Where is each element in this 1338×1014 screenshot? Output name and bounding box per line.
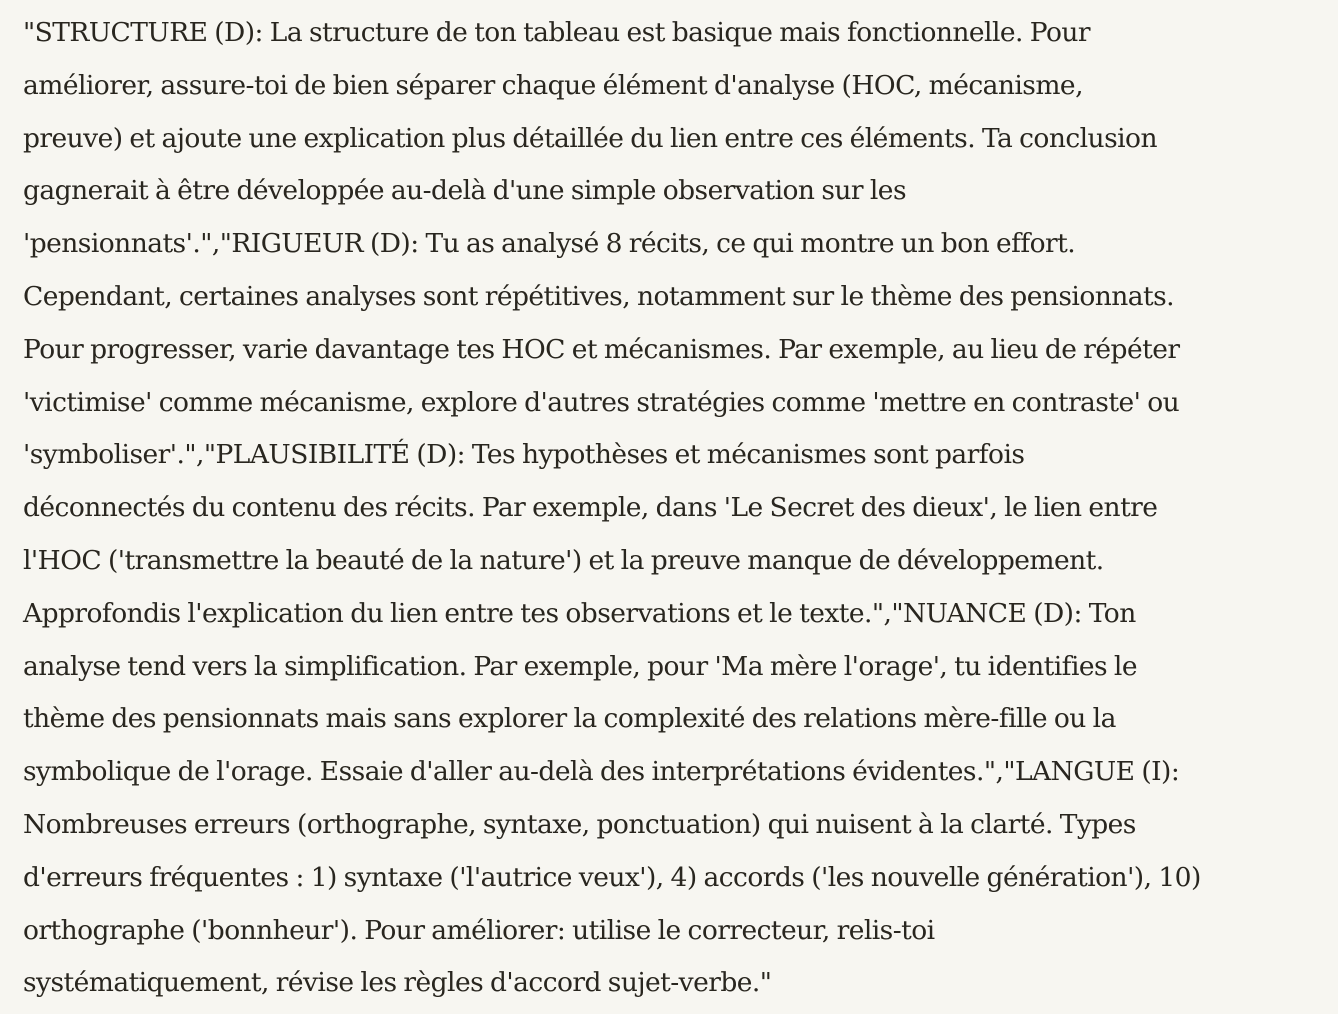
feedback-line: 'victimise' comme mécanisme, explore d'autres stratégies comme 'mettre en contraste' ou [23,386,1180,418]
feedback-line: thème des pensionnats mais sans explorer la complexité des relations mère-fille ou la [23,703,1116,735]
feedback-line: orthographe ('bonnheur'). Pour améliorer: utilise le correcteur, relis-toi [23,914,935,946]
feedback-line: symbolique de l'orage. Essaie d'aller au-delà des interprétations évidentes.","LANGUE (I): [23,756,1180,788]
feedback-line: déconnectés du contenu des récits. Par exemple, dans 'Le Secret des dieux', le lien entre [23,492,1158,524]
feedback-line: 'pensionnats'.","RIGUEUR (D): Tu as analysé 8 récits, ce qui montre un bon effort. [23,228,1076,260]
feedback-line: 'symboliser'.","PLAUSIBILITÉ (D): Tes hypothèses et mécanismes sont parfois [23,439,1025,471]
feedback-line: Nombreuses erreurs (orthographe, syntaxe, ponctuation) qui nuisent à la clarté. Types [23,808,1136,840]
feedback-line: Cependant, certaines analyses sont répétitives, notamment sur le thème des pensionnats. [23,280,1175,312]
feedback-line: Pour progresser, varie davantage tes HOC et mécanismes. Par exemple, au lieu de répéter [23,333,1180,365]
feedback-line: l'HOC ('transmettre la beauté de la nature') et la preuve manque de développement. [23,544,1104,576]
feedback-line: systématiquement, révise les règles d'accord sujet-verbe." [23,967,772,999]
feedback-line: "STRUCTURE (D): La structure de ton tableau est basique mais fonctionnelle. Pour [23,17,1090,48]
feedback-line: preuve) et ajoute une explication plus détaillée du lien entre ces éléments. Ta conclusion [23,122,1157,154]
feedback-line: gagnerait à être développée au-delà d'une simple observation sur les [23,175,906,207]
feedback-line: améliorer, assure-toi de bien séparer chaque élément d'analyse (HOC, mécanisme, [23,69,1083,101]
feedback-line: Approfondis l'explication du lien entre tes observations et le texte.","NUANCE (D): Ton [23,597,1136,629]
feedback-line: analyse tend vers la simplification. Par exemple, pour 'Ma mère l'orage', tu identifies le [23,650,1137,682]
feedback-line: d'erreurs fréquentes : 1) syntaxe ('l'autrice veux'), 4) accords ('les nouvelle génération'), 10) [23,861,1201,893]
